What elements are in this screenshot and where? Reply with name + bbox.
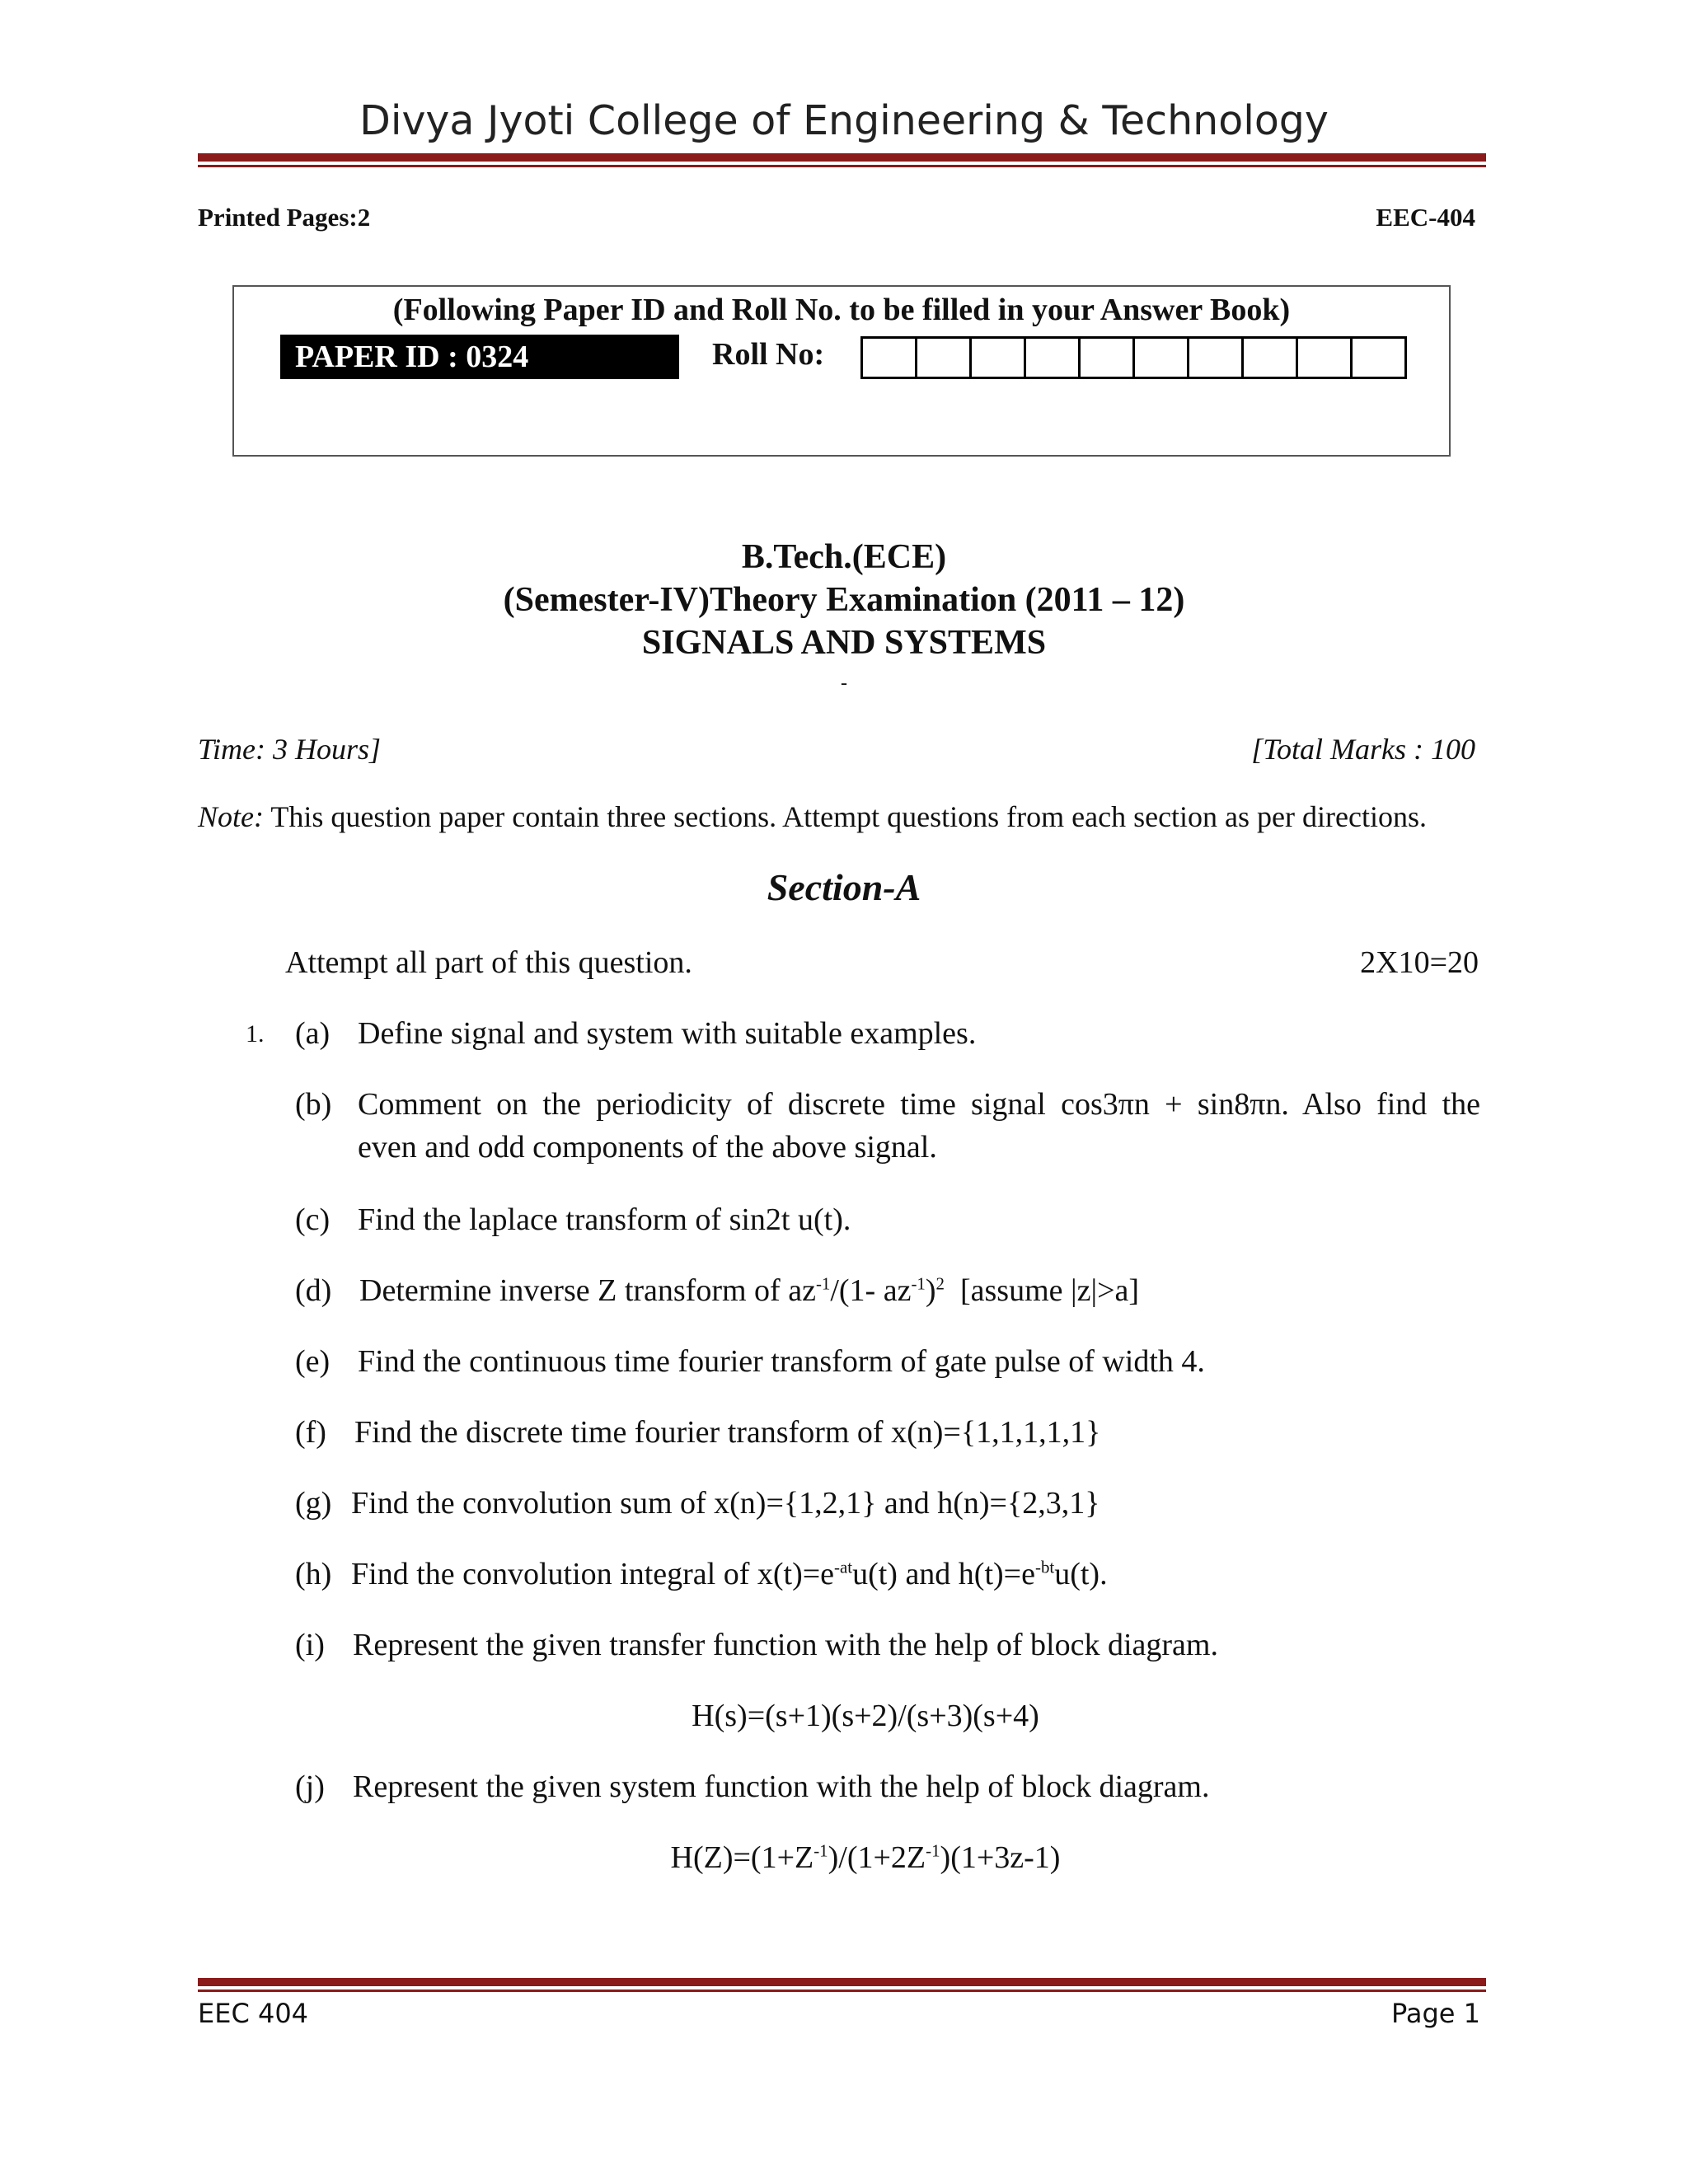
header-rule-thin (198, 165, 1486, 167)
college-name: Divya Jyoti College of Engineering & Technology (359, 97, 1329, 144)
part-i-formula: H(s)=(s+1)(s+2)/(s+3)(s+4) (692, 1699, 1039, 1733)
part-j-sup-1: -1 (814, 1840, 828, 1861)
part-j-label: (j) (295, 1769, 325, 1804)
part-a-label: (a) (295, 1016, 331, 1051)
printed-pages: Printed Pages:2 (198, 203, 371, 232)
part-d-label: (d) (295, 1273, 332, 1308)
question-number: 1. (246, 1020, 265, 1047)
part-j-formula-3: )(1+3z-1) (940, 1840, 1061, 1875)
footer-rule-thin (198, 1990, 1486, 1992)
roll-no-cell (1298, 339, 1353, 377)
part-i-label: (i) (295, 1628, 325, 1662)
exam-time: Time: 3 Hours] (198, 733, 382, 766)
part-b-line2: even and odd components of the above signal. (358, 1130, 937, 1165)
part-h-sup-1: -at (834, 1557, 853, 1577)
roll-no-label: Roll No: (712, 337, 825, 372)
part-d-text-1: Determine inverse Z transform of az (359, 1273, 816, 1308)
part-h-text-1: Find the convolution integral of x(t)=e (351, 1557, 835, 1591)
part-d-sup-2: -1 (911, 1273, 926, 1294)
part-e-label: (e) (295, 1344, 331, 1379)
roll-no-cells (860, 336, 1407, 379)
part-h-text-2: u(t) and h(t)=e (852, 1557, 1035, 1591)
part-d-text-4: [assume |z|>a] (944, 1273, 1140, 1308)
part-j-formula-2: )/(1+2Z (828, 1840, 926, 1875)
degree-title: B.Tech.(ECE) (741, 538, 947, 576)
footer-code: EEC 404 (198, 1998, 309, 2029)
footer-rule-thick (198, 1978, 1486, 1986)
part-a-text: Define signal and system with suitable examples. (358, 1016, 977, 1051)
part-d-text (359, 1272, 1139, 1309)
roll-no-cell (1244, 339, 1298, 377)
header-rule-thick (198, 153, 1486, 162)
part-j-sup-2: -1 (926, 1840, 940, 1861)
roll-no-cell (917, 339, 972, 377)
part-d-text-3: ) (925, 1273, 936, 1308)
part-d-sup-3: 2 (935, 1273, 945, 1294)
part-c-label: (c) (295, 1202, 331, 1237)
roll-no-cell (1135, 339, 1189, 377)
part-d-text-2: /(1- az (830, 1273, 912, 1308)
roll-no-cell (863, 339, 917, 377)
part-h-sup-2: -bt (1034, 1557, 1055, 1577)
answer-book-note: (Following Paper ID and Roll No. to be filled in your Answer Book) (392, 293, 1291, 327)
roll-no-cell (1081, 339, 1135, 377)
part-b-label: (b) (295, 1087, 332, 1122)
note-label: Note: (198, 800, 264, 833)
title-dash: - (841, 673, 847, 694)
roll-no-cell (1189, 339, 1244, 377)
part-i-text: Represent the given transfer function with the help of block diagram. (353, 1628, 1218, 1662)
roll-no-cell (972, 339, 1026, 377)
paper-code: EEC-404 (1376, 203, 1475, 232)
part-b-line1: Comment on the periodicity of discrete time signal cos3πn + sin8πn. Also find the (358, 1087, 1480, 1122)
part-e-text: Find the continuous time fourier transform of gate pulse of width 4. (358, 1344, 1205, 1379)
section-a-instruction: Attempt all part of this question. (285, 945, 692, 980)
part-g-label: (g) (295, 1486, 332, 1521)
paper-id: PAPER ID : 0324 (280, 335, 679, 379)
section-a-title: Section-A (767, 866, 921, 908)
total-marks: [Total Marks : 100 (1251, 733, 1475, 766)
section-a-marks: 2X10=20 (1360, 945, 1479, 980)
part-f-text: Find the discrete time fourier transform of x(n)={1,1,1,1,1} (354, 1415, 1101, 1450)
part-g-text: Find the convolution sum of x(n)={1,2,1} and h(n)={2,3,1} (351, 1486, 1100, 1521)
footer-page-number: Page 1 (1391, 1998, 1480, 2029)
subject-title: SIGNALS AND SYSTEMS (641, 624, 1047, 662)
exam-note (198, 799, 1427, 834)
part-f-label: (f) (295, 1415, 326, 1450)
part-c-text: Find the laplace transform of sin2t u(t). (358, 1202, 851, 1237)
paper-id-box (232, 285, 1451, 457)
note-text: This question paper contain three sections. Attempt questions from each section as per directions. (263, 800, 1427, 833)
part-h-label: (h) (295, 1557, 332, 1591)
part-j-text: Represent the given system function with the help of block diagram. (353, 1769, 1210, 1804)
roll-no-cell (1026, 339, 1081, 377)
semester-title: (Semester-IV)Theory Examination (2011 – 12) (503, 581, 1185, 619)
part-h-text-3: u(t). (1054, 1557, 1108, 1591)
part-h-text (351, 1556, 1108, 1592)
part-j-formula (0, 1840, 1688, 1876)
roll-no-cell (1353, 339, 1404, 377)
part-d-sup-1: -1 (815, 1273, 831, 1294)
part-j-formula-1: H(Z)=(1+Z (670, 1840, 814, 1875)
